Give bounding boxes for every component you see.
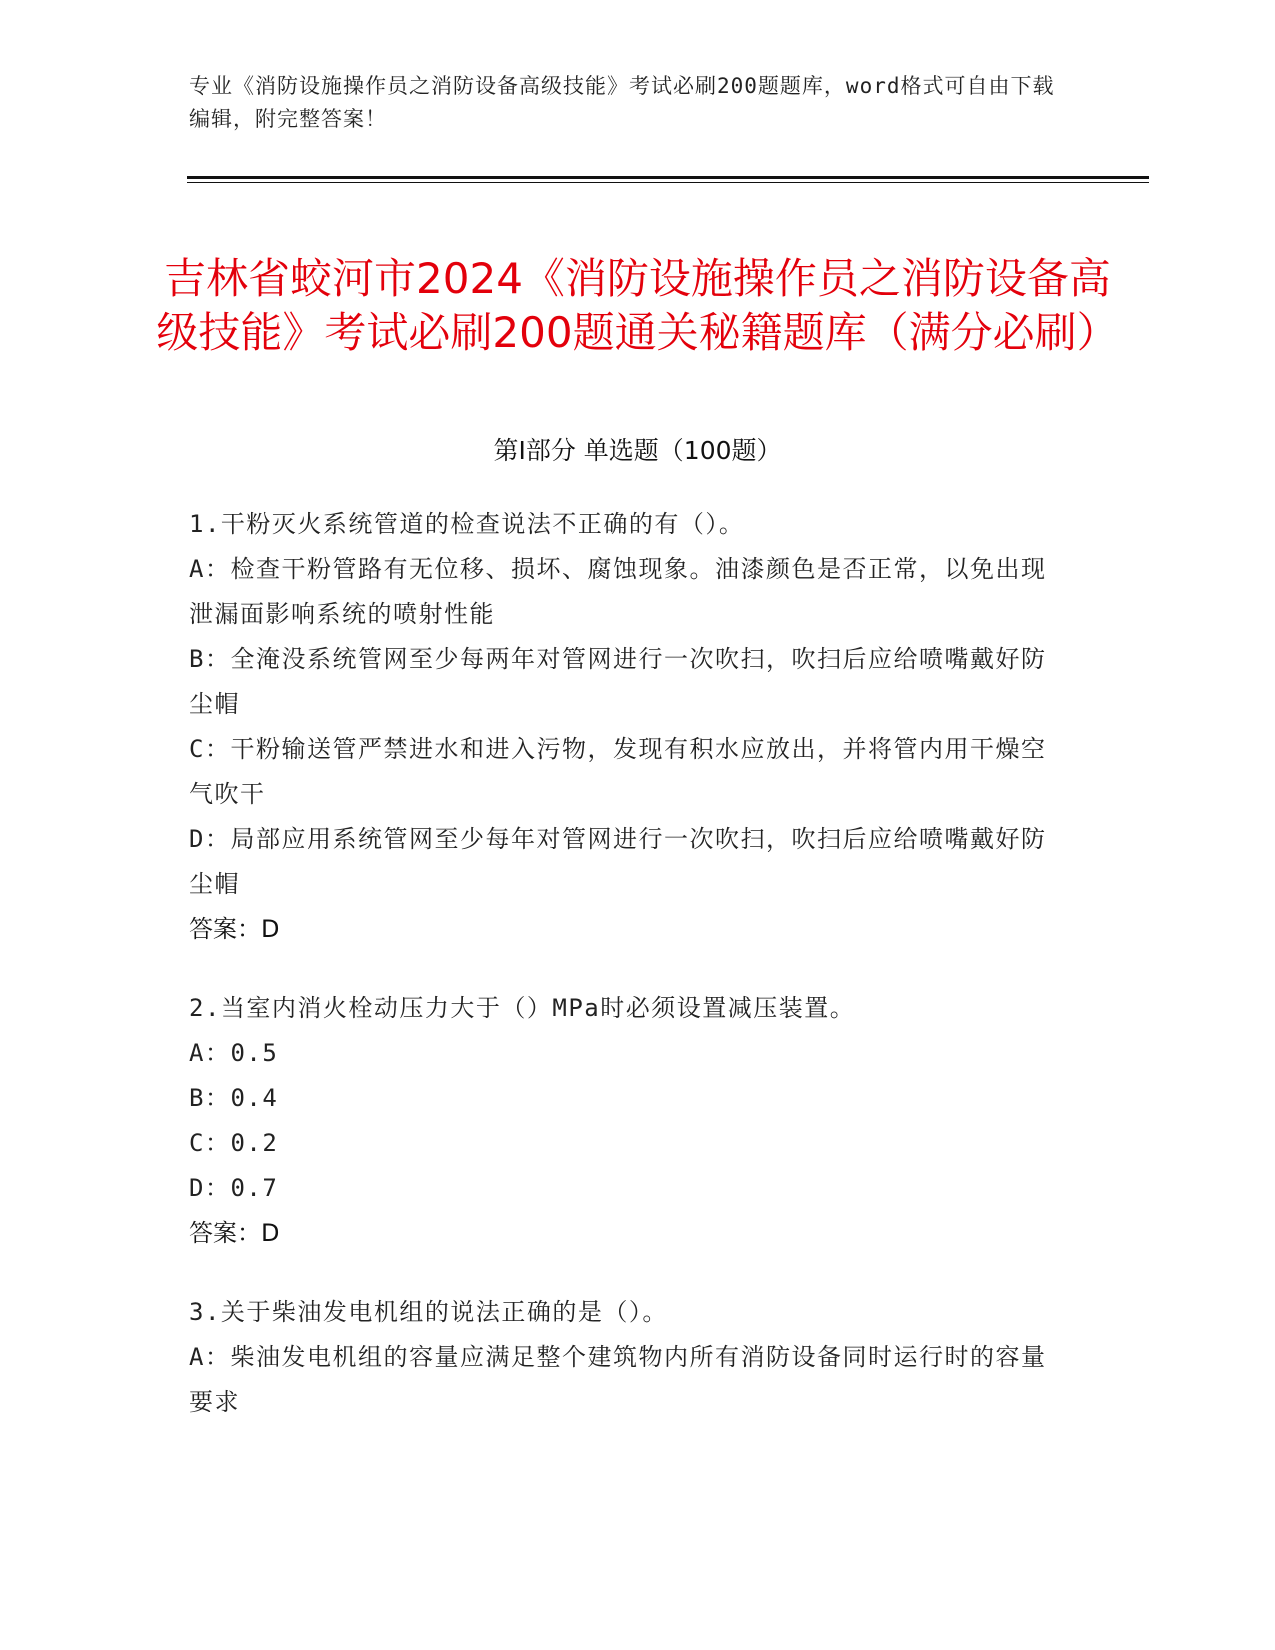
option-c: C：0.2	[189, 1129, 279, 1157]
option-b: B：全淹没系统管网至少每两年对管网进行一次吹扫，吹扫后应给喷嘴戴好防尘帽	[189, 645, 1047, 718]
header-divider-thick	[187, 176, 1149, 179]
header-note: 专业《消防设施操作员之消防设备高级技能》考试必刷200题题库，word格式可自由下载编辑，附完整答案！	[189, 74, 1055, 131]
option-d: D：0.7	[189, 1174, 279, 1202]
section-heading: 第Ⅰ部分 单选题（100题）	[493, 436, 782, 465]
question-text: 3.关于柴油发电机组的说法正确的是（）。	[189, 1298, 668, 1326]
question-block-3	[189, 1290, 1069, 1425]
option-d: D：局部应用系统管网至少每年对管网进行一次吹扫，吹扫后应给喷嘴戴好防尘帽	[189, 825, 1047, 898]
option-a: A：检查干粉管路有无位移、损坏、腐蚀现象。油漆颜色是否正常，以免出现泄漏面影响系统的喷射性能	[189, 555, 1047, 628]
option-c: C：干粉输送管严禁进水和进入污物，发现有积水应放出，并将管内用干燥空气吹干	[189, 735, 1047, 808]
answer-text: 答案：D	[189, 915, 280, 943]
question-text: 1.干粉灭火系统管道的检查说法不正确的有（）。	[189, 510, 745, 538]
question-block-2	[189, 986, 1069, 1256]
option-b: B：0.4	[189, 1084, 279, 1112]
answer-text: 答案：D	[189, 1219, 280, 1247]
question-block-1	[189, 502, 1069, 952]
document-title: 吉林省蛟河市2024《消防设施操作员之消防设备高级技能》考试必刷200题通关秘籍题库（满分必刷）	[156, 254, 1119, 358]
option-a: A：柴油发电机组的容量应满足整个建筑物内所有消防设备同时运行时的容量要求	[189, 1343, 1047, 1416]
header-divider-thin	[187, 182, 1149, 183]
option-a: A：0.5	[189, 1039, 279, 1067]
question-text: 2.当室内消火栓动压力大于（）MPa时必须设置减压装置。	[189, 994, 856, 1022]
